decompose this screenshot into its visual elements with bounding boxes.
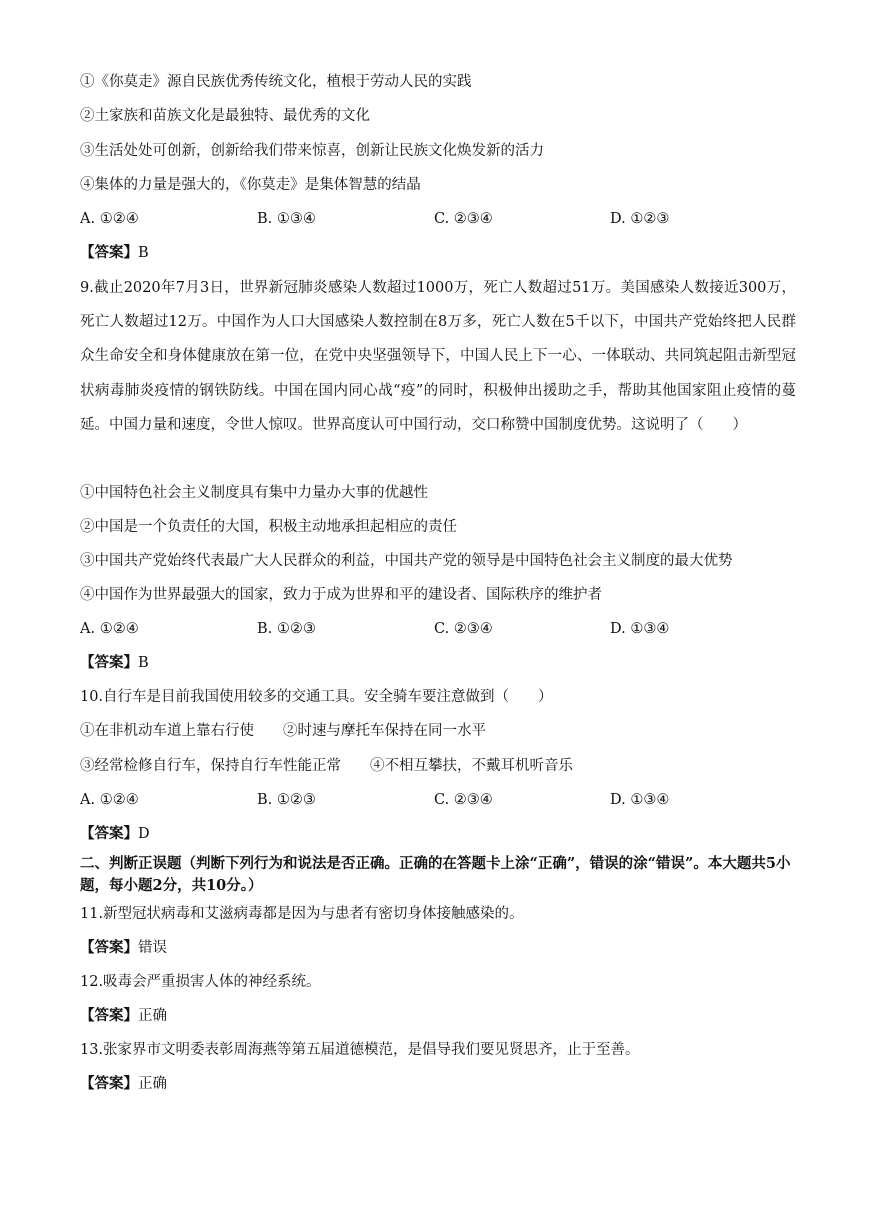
q9-statement-4: ④中国作为世界最强大的国家，致力于成为世界和平的建设者、国际秩序的维护者 [80, 587, 602, 603]
answer-value: 正确 [138, 1076, 167, 1092]
q8-option-b: B. ①③④ [257, 211, 316, 227]
answer-value: D [138, 826, 150, 842]
section-2-heading: 二、判断正误题（判断下列行为和说法是否正确。正确的在答题卡上涂“正确”，错误的涂“错误”。本大题共5小题，每小题2分，共10分。） [80, 855, 791, 894]
answer-value: 正确 [138, 1008, 167, 1024]
q11-answer [80, 938, 167, 958]
q9-statement-1: ①中国特色社会主义制度具有集中力量办大事的优越性 [80, 485, 428, 501]
q9-answer [80, 653, 149, 673]
q10-answer [80, 824, 150, 844]
q10-option-a: A. ①②④ [80, 792, 139, 808]
answer-tag: 【答案】 [80, 825, 138, 842]
q9-statement-3: ③中国共产党始终代表最广大人民群众的利益，中国共产党的领导是中国特色社会主义制度的最大优势 [80, 553, 733, 569]
answer-tag: 【答案】 [80, 939, 138, 956]
q9-option-d: D. ①③④ [610, 621, 670, 637]
answer-value: 错误 [138, 940, 167, 956]
q11-stem: 11.新型冠状病毒和艾滋病毒都是因为与患者有密切身体接触感染的。 [80, 906, 524, 922]
answer-tag: 【答案】 [80, 654, 138, 671]
q9-statement-2: ②中国是一个负责任的大国，积极主动地承担起相应的责任 [80, 519, 457, 535]
q8-answer [80, 243, 149, 263]
q9-option-a: A. ①②④ [80, 621, 139, 637]
q8-statement-4: ④集体的力量是强大的，《你莫走》是集体智慧的结晶 [80, 177, 421, 193]
answer-tag: 【答案】 [80, 244, 138, 261]
answer-tag: 【答案】 [80, 1075, 138, 1092]
q8-option-d: D. ①②③ [610, 211, 670, 227]
q10-option-d: D. ①③④ [610, 792, 670, 808]
answer-tag: 【答案】 [80, 1007, 138, 1024]
q9-option-b: B. ①②③ [257, 621, 316, 637]
q10-stem: 10.自行车是目前我国使用较多的交通工具。安全骑车要注意做到（ ） [80, 689, 553, 705]
q12-stem: 12.吸毒会严重损害人体的神经系统。 [80, 974, 321, 990]
q13-stem: 13.张家界市文明委表彰周海燕等第五届道德模范，是倡导我们要见贤思齐，止于至善。 [80, 1042, 640, 1058]
answer-value: B [138, 245, 149, 261]
q8-statement-2: ②土家族和苗族文化是最独特、最优秀的文化 [80, 108, 370, 124]
answer-value: B [138, 655, 149, 671]
q8-option-a: A. ①②④ [80, 211, 139, 227]
q10-statements-line1: ①在非机动车道上靠右行使 ②时速与摩托车保持在同一水平 [80, 723, 486, 739]
q12-answer [80, 1006, 167, 1026]
q8-statement-3: ③生活处处可创新，创新给我们带来惊喜，创新让民族文化焕发新的活力 [80, 143, 544, 159]
q9-option-c: C. ②③④ [434, 621, 493, 637]
q10-statements-line2: ③经常检修自行车，保持自行车性能正常 ④不相互攀扶，不戴耳机听音乐 [80, 758, 573, 774]
q8-option-c: C. ②③④ [434, 211, 493, 227]
q9-stem: 9.截止2020年7月3日，世界新冠肺炎感染人数超过1000万，死亡人数超过51万。美国感染人数接近300万，死亡人数超过12万。中国作为人口大国感染人数控制在8万多，死亡人数在5千以下，中国共产党始终把人民群众生命安全和身体健康放在第一位，在党中央坚强领导下，中国人民上下一心、一体联动、共同筑起阻击新型冠状病毒肺炎疫情的钢铁防线。中国在国内同心战“疫”的同时，积极伸出援助之手，帮助其他国家阻止疫情的蔓延。中国力量和速度，令世人惊叹。世界高度认可中国行动，交口称赞中国制度优势。这说明了（ ） [80, 280, 796, 433]
q8-statement-1: ①《你莫走》源自民族优秀传统文化，植根于劳动人民的实践 [80, 74, 472, 90]
q10-option-b: B. ①②③ [257, 792, 316, 808]
q10-option-c: C. ②③④ [434, 792, 493, 808]
q13-answer [80, 1074, 167, 1094]
